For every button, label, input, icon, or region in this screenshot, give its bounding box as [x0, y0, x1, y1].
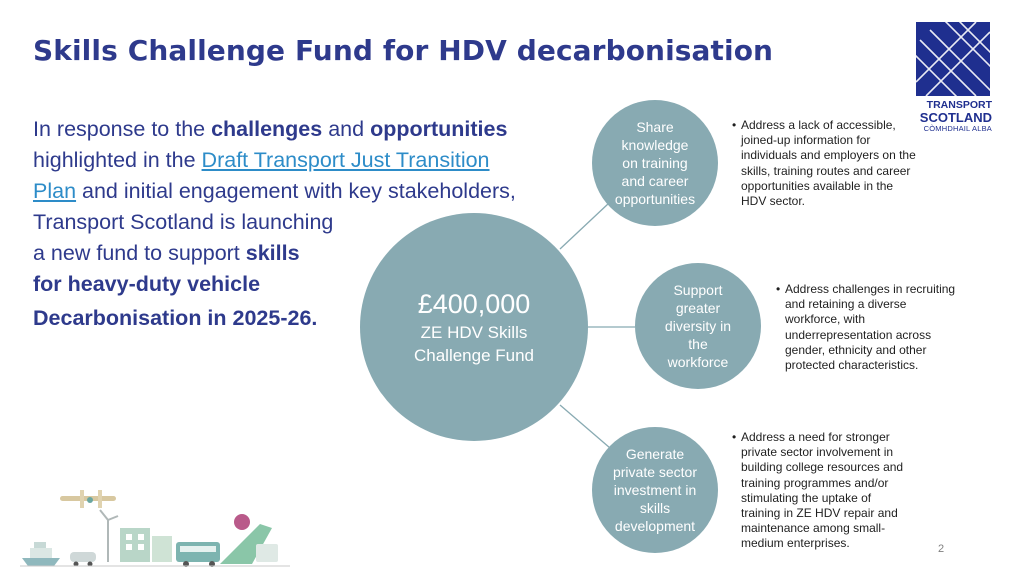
draft-plan-link-continued[interactable]: Plan	[33, 179, 77, 203]
bullet-line: opportunities available in the	[741, 178, 894, 193]
bullet-line: training in ZE HDV repair and	[741, 506, 898, 521]
car-icon	[70, 552, 96, 567]
bullet-line: Address challenges in recruiting	[785, 282, 956, 296]
bullet-line: stimulating the uptake of	[741, 490, 872, 505]
wind-turbine-icon	[100, 510, 118, 562]
fund-name-line-2: Challenge Fund	[413, 346, 535, 365]
transport-illustration	[20, 480, 300, 570]
logo-text-gaelic: CÒMHDHAIL ALBA	[923, 124, 992, 133]
circle-text: knowledge	[621, 137, 689, 153]
truck-icon	[220, 514, 278, 564]
circle-text: investment in	[613, 482, 697, 498]
bullet-line: skills, training routes and career	[741, 163, 911, 178]
bullet-line: protected characteristics.	[785, 358, 919, 373]
fund-circle	[360, 213, 588, 441]
bullet-line: HDV sector.	[741, 194, 806, 209]
intro-text: and	[322, 117, 371, 141]
bullet-line: joined-up information for	[741, 133, 871, 148]
intro-line-4: Transport Scotland is launching	[33, 210, 334, 234]
bullet-dot: •	[732, 430, 737, 444]
logo-text-transport: TRANSPORT	[926, 99, 992, 111]
bullet-line: individuals and employers on the	[741, 148, 916, 163]
bullet-line: Address a need for stronger	[741, 430, 890, 444]
logo-text-scotland: SCOTLAND	[919, 110, 992, 125]
circle-text: Support	[673, 282, 723, 298]
circle-generate-investment	[592, 427, 718, 553]
circle-text: diversity in	[664, 318, 732, 334]
circle-share-knowledge	[592, 100, 718, 226]
circle-text: on training	[622, 155, 688, 171]
fund-amount: £400,000	[417, 289, 531, 319]
intro-bold-hdv: for heavy-duty vehicle	[33, 272, 261, 296]
ferry-icon	[22, 542, 60, 566]
bullet-information	[732, 118, 932, 209]
circle-text: private sector	[612, 464, 698, 480]
intro-bold-decarbonisation: Decarbonisation in 2025-26.	[33, 306, 318, 330]
bullet-dot: •	[732, 118, 737, 132]
circle-text: Share	[636, 119, 674, 135]
bullet-line: training programmes and/or	[741, 475, 889, 490]
circle-text: development	[614, 518, 696, 534]
intro-bold-skills: skills	[245, 241, 300, 265]
circle-text: the	[688, 336, 708, 352]
bullet-line: underrepresentation across	[785, 327, 932, 342]
intro-bold-opportunities: opportunities	[370, 117, 508, 141]
intro-text: In response to the	[33, 117, 212, 141]
bullet-private-sector	[732, 430, 917, 552]
circle-text: workforce	[667, 354, 729, 370]
bullet-line: medium enterprises.	[741, 536, 850, 551]
connector-top	[560, 203, 609, 249]
bullet-dot: •	[776, 282, 781, 296]
intro-bold-challenges: challenges	[211, 117, 323, 141]
bus-icon	[176, 542, 220, 567]
connector-bottom	[560, 405, 610, 448]
bullet-line: building college resources and	[741, 460, 904, 475]
bullet-line: Address a lack of accessible,	[741, 118, 896, 132]
bullet-line: gender, ethnicity and other	[785, 342, 927, 357]
circle-text: opportunities	[614, 191, 696, 207]
circle-text: skills	[639, 500, 671, 516]
bullet-line: private sector involvement in	[741, 445, 894, 460]
circle-text: and career	[621, 173, 689, 189]
intro-text: a new fund to support	[33, 241, 246, 265]
circle-support-diversity	[635, 263, 761, 389]
buildings-icon	[120, 528, 172, 562]
page-number: 2	[938, 543, 945, 555]
draft-plan-link[interactable]: Draft Transport Just Transition	[201, 148, 490, 172]
bullet-line: and retaining a diverse	[785, 297, 907, 312]
circle-text: greater	[675, 300, 721, 316]
page-title: Skills Challenge Fund for HDV decarbonisation	[33, 34, 774, 67]
plane-icon	[60, 490, 116, 508]
circle-text: Generate	[625, 446, 685, 462]
fund-name-line-1: ZE HDV Skills	[420, 323, 528, 342]
intro-text: highlighted in the	[33, 148, 202, 172]
bullet-line: workforce, with	[785, 312, 866, 327]
bullet-line: maintenance among small-	[741, 521, 886, 536]
bullet-recruiting	[776, 282, 976, 373]
intro-text: and initial engagement with key stakeholders,	[76, 179, 516, 203]
